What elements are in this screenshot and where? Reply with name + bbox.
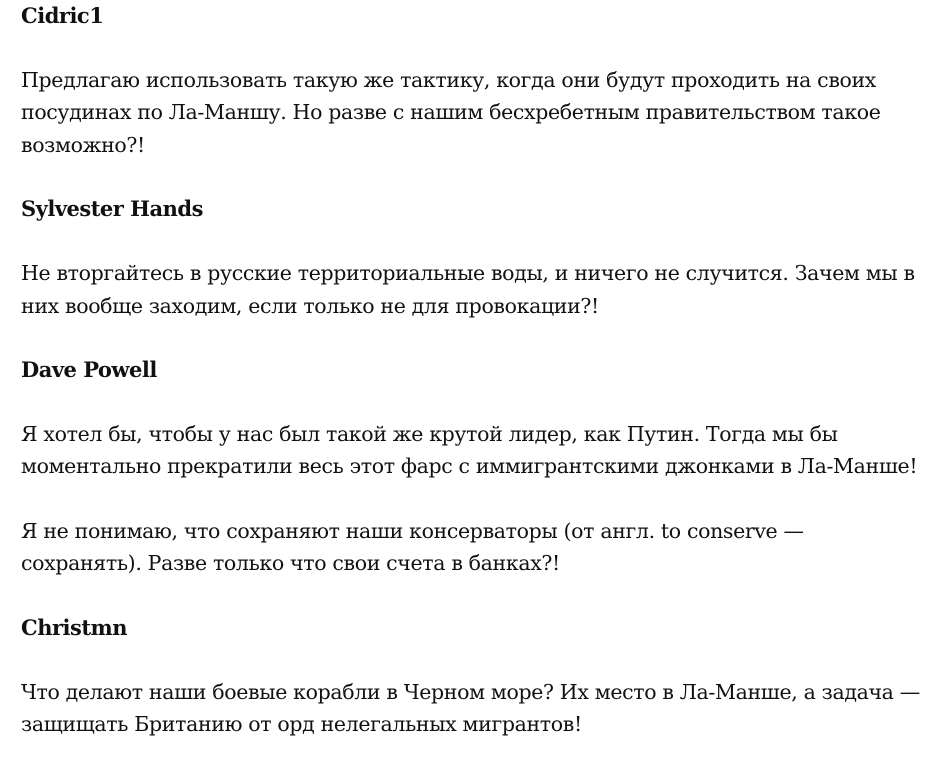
comment-author: Christmn <box>21 614 128 640</box>
comment-author: Dave Powell <box>21 357 157 383</box>
comment-author: Sylvester Hands <box>21 196 203 222</box>
comment-text: Что делают наши боевые корабли в Черном море? Их место в Ла-Манше, а задача — защищать Британию от орд нелегальных мигрантов! <box>21 679 920 737</box>
comment-author: Cidric1 <box>21 3 104 28</box>
comment-text: Я не понимаю, что сохраняют наши консерваторы (от англ. to conserve — сохранять). Разве только что свои счета в банках?! <box>21 518 804 576</box>
comments-section <box>21 0 926 740</box>
comment-text: Предлагаю использовать такую же тактику, когда они будут проходить на своих посудинах по Ла-Маншу. Но разве с нашим бесхребетным правительством такое возможно?! <box>21 68 881 157</box>
comment <box>21 193 926 322</box>
comment <box>21 612 926 741</box>
comment-text: Не вторгайтесь в русские территориальные воды, и ничего не случится. Зачем мы в них вообще заходим, если только не для провокации?! <box>21 261 915 318</box>
comment-text: Я хотел бы, чтобы у нас был такой же крутой лидер, как Путин. Тогда мы бы моментально прекратили весь этот фарс с иммигрантскими джонками в Ла-Манше! <box>21 422 918 479</box>
comment <box>21 0 926 161</box>
comment <box>21 354 926 580</box>
